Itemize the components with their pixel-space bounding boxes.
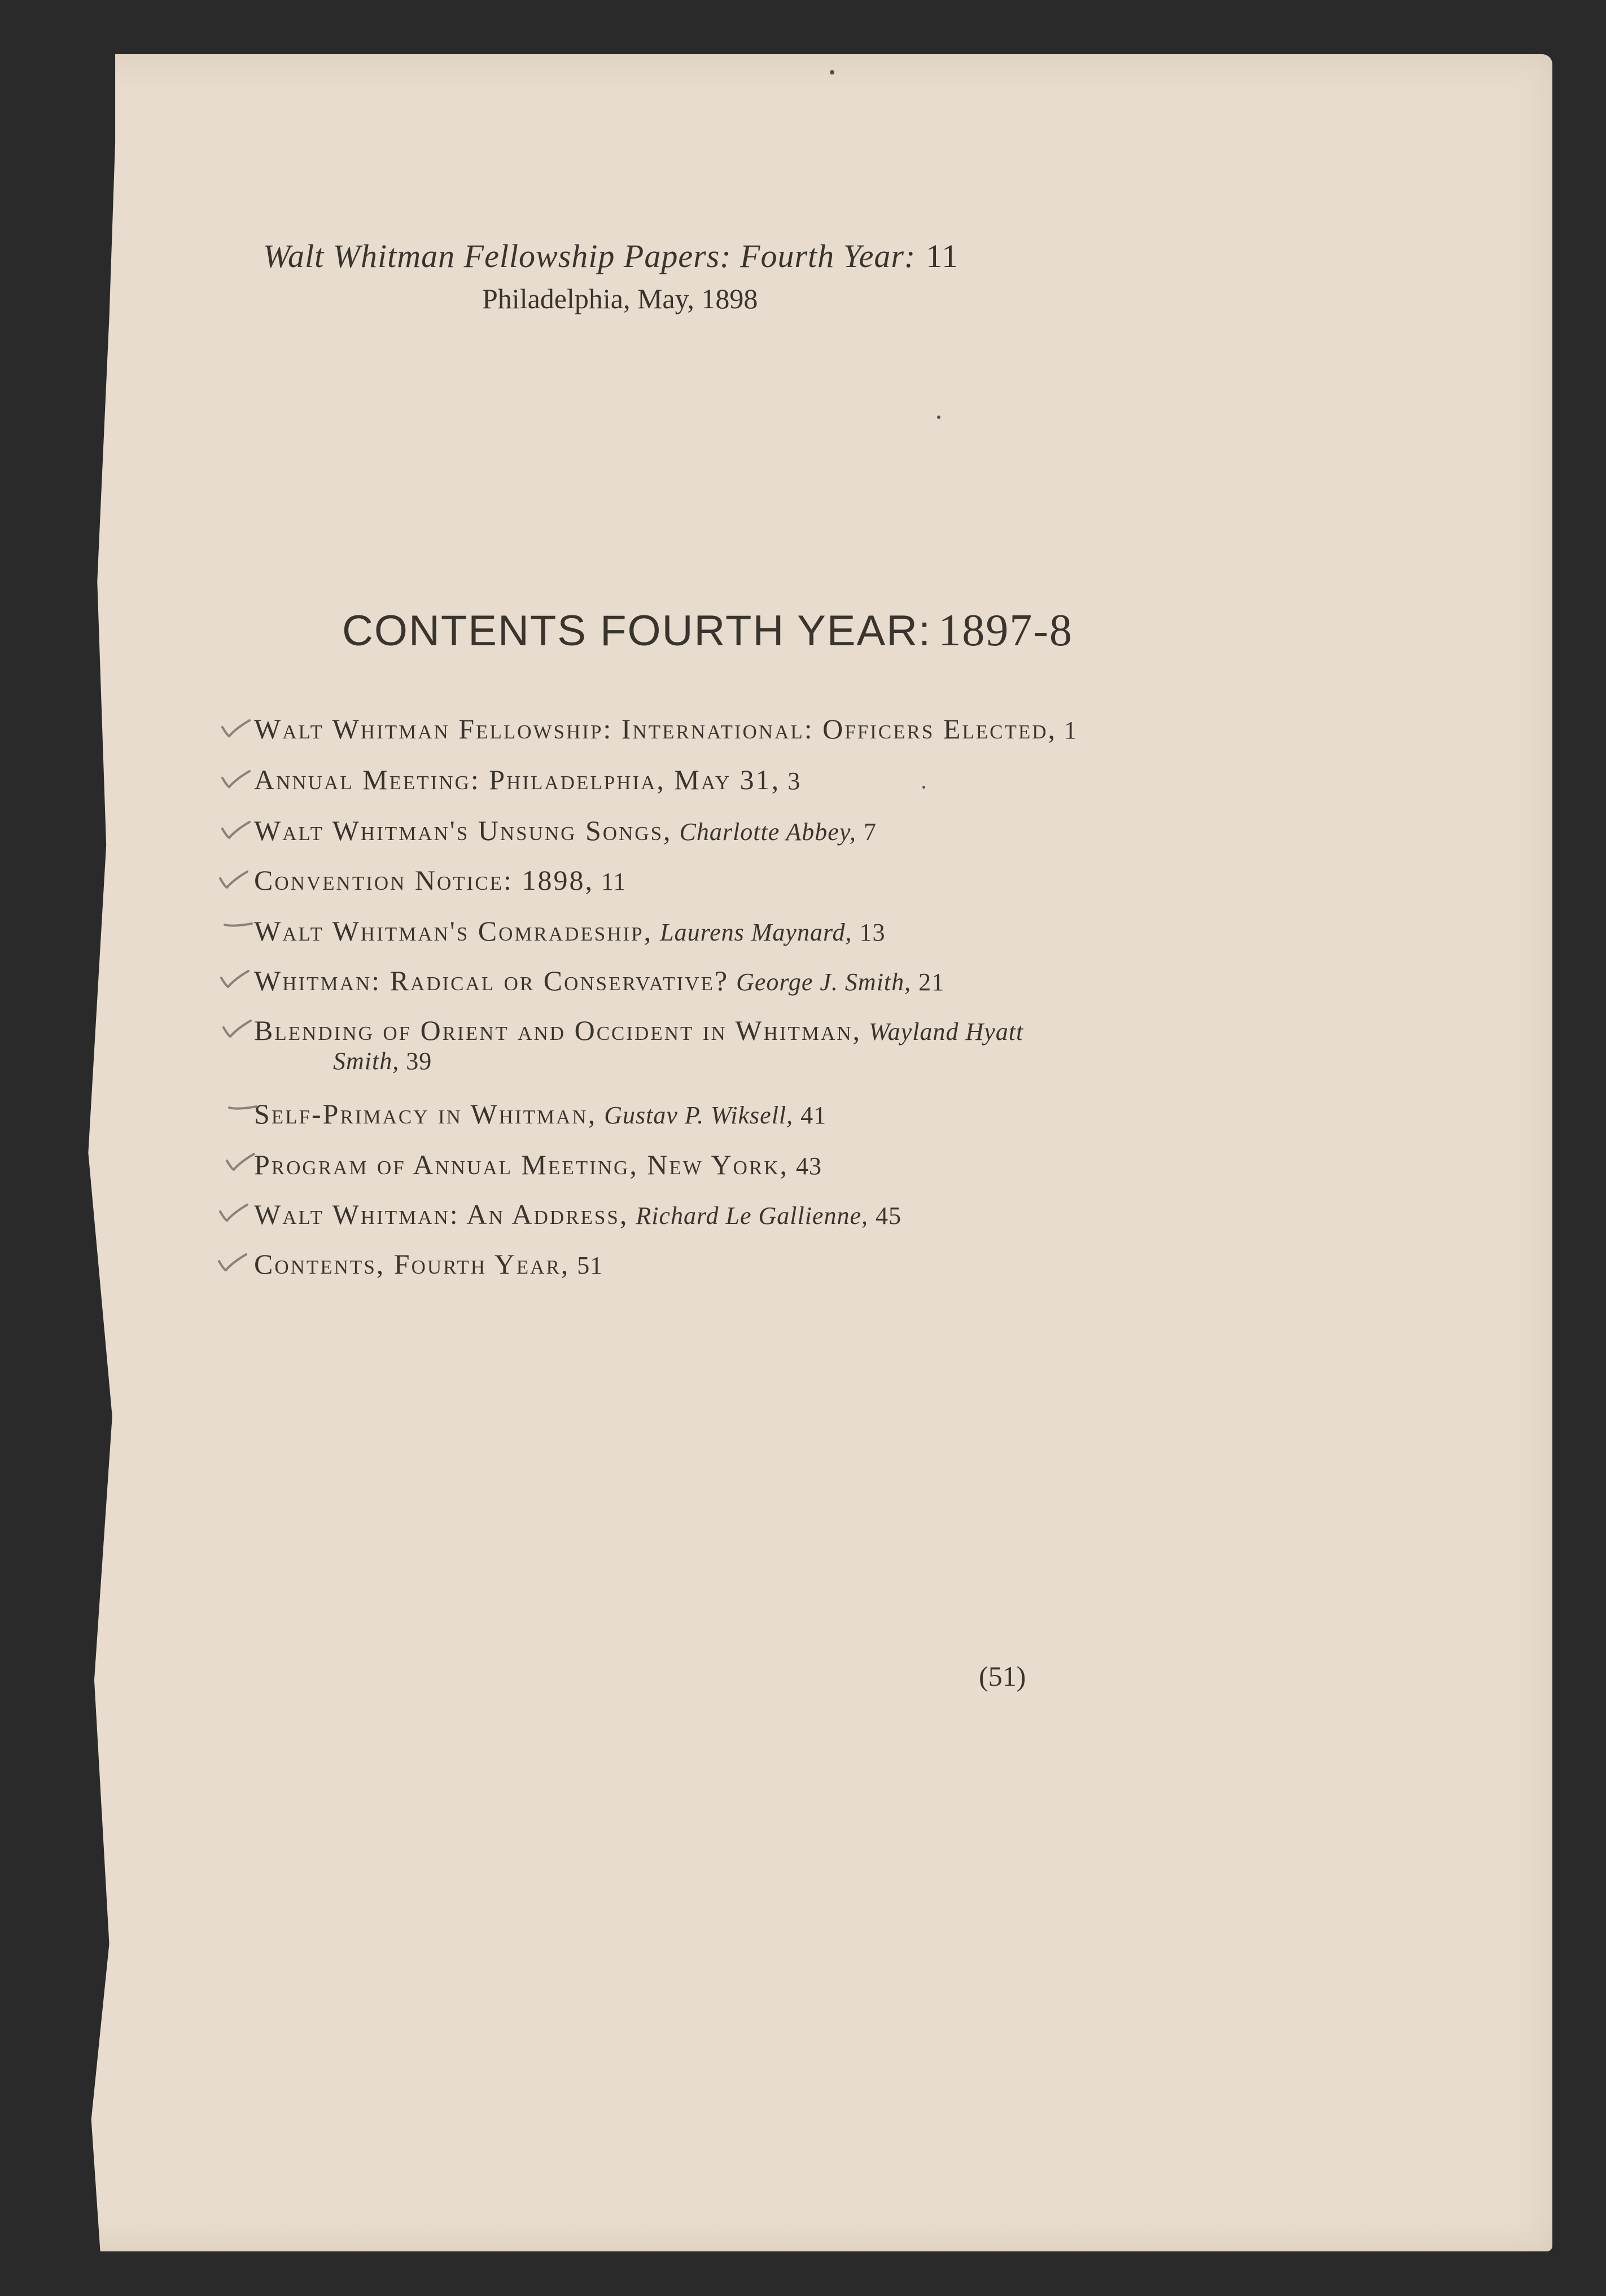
- pencil-check-icon: [224, 1149, 257, 1174]
- pencil-check-icon: [218, 966, 252, 991]
- toc-entry: [254, 915, 885, 947]
- toc-entry-page: 21: [918, 968, 945, 996]
- toc-entry-author: Richard Le Gallienne,: [636, 1202, 868, 1230]
- running-header: [263, 237, 959, 275]
- toc-entry-title: Annual Meeting: Philadelphia, May 31,: [254, 764, 781, 795]
- toc-entry: [254, 964, 944, 997]
- toc-entry-page: 1: [1064, 716, 1078, 744]
- toc-entry-author: George J. Smith,: [736, 968, 912, 996]
- toc-entry-page: 45: [876, 1202, 902, 1230]
- paper-speck: [922, 786, 925, 789]
- pencil-check-icon: [216, 1250, 250, 1275]
- page-folio: (51): [979, 1660, 1026, 1692]
- pencil-check-icon: [219, 817, 253, 842]
- toc-entry: [254, 1148, 822, 1181]
- toc-entry-title: Contents, Fourth Year,: [254, 1248, 570, 1280]
- toc-entry-author: Wayland Hyatt: [869, 1018, 1024, 1046]
- toc-entry-page: 39: [406, 1047, 432, 1075]
- toc-entry-title: Walt Whitman's Unsung Songs,: [254, 815, 672, 846]
- toc-entry-page: 13: [859, 919, 886, 946]
- pencil-check-icon: [217, 867, 251, 892]
- pencil-check-icon: [217, 1200, 251, 1225]
- toc-entry: [254, 712, 1077, 745]
- toc-entry-title: Walt Whitman's Comradeship,: [254, 915, 653, 947]
- toc-entry: [254, 1248, 603, 1280]
- toc-entry-page: 43: [796, 1152, 822, 1180]
- toc-entry: [254, 763, 800, 796]
- toc-entry-title: Walt Whitman Fellowship: International: Officers Elected,: [254, 713, 1057, 745]
- contents-heading: [342, 605, 1073, 657]
- toc-entry: [254, 1014, 1023, 1075]
- pencil-check-icon: [219, 767, 253, 791]
- toc-entry-author: Laurens Maynard,: [660, 919, 852, 946]
- toc-entry-author: Charlotte Abbey,: [679, 818, 856, 846]
- contents-heading-text: CONTENTS FOURTH YEAR:: [342, 607, 932, 655]
- contents-year: 1897-8: [938, 606, 1073, 655]
- toc-entry-page: 51: [577, 1252, 603, 1279]
- toc-entry-page: 3: [787, 767, 801, 795]
- toc-entry-title: Convention Notice: 1898,: [254, 864, 594, 896]
- toc-entry-author: Gustav P. Wiksell,: [604, 1101, 794, 1129]
- pencil-check-icon: [219, 716, 253, 741]
- pencil-check-icon: [220, 1016, 254, 1041]
- toc-entry-title: Program of Annual Meeting, New York,: [254, 1149, 789, 1180]
- toc-entry: [254, 814, 877, 847]
- toc-entry-author-cont: Smith,: [333, 1047, 400, 1075]
- toc-entry-continuation: [333, 1047, 1023, 1075]
- toc-entry-title: Blending of Orient and Occident in Whitman,: [254, 1014, 862, 1046]
- toc-entry: [254, 864, 626, 896]
- pencil-check-icon: [221, 916, 255, 941]
- toc-entry: [254, 1097, 826, 1130]
- toc-entry-page: 11: [601, 868, 627, 895]
- paper-speck: [830, 70, 834, 75]
- header-place-date: Philadelphia, May, 1898: [482, 283, 758, 314]
- toc-entry-title: Walt Whitman: An Address,: [254, 1199, 629, 1230]
- header-number: 11: [926, 238, 959, 274]
- pencil-check-icon: [226, 1099, 260, 1123]
- toc-entry-page: 41: [800, 1101, 827, 1129]
- toc-entry-title: Whitman: Radical or Conservative?: [254, 965, 729, 996]
- toc-entry: [254, 1198, 902, 1231]
- toc-entry-title: Self-Primacy in Whitman,: [254, 1098, 597, 1130]
- header-title-text: Walt Whitman Fellowship Papers: Fourth Year:: [263, 238, 916, 274]
- paper-speck: [937, 416, 940, 419]
- toc-entry-page: 7: [863, 818, 877, 846]
